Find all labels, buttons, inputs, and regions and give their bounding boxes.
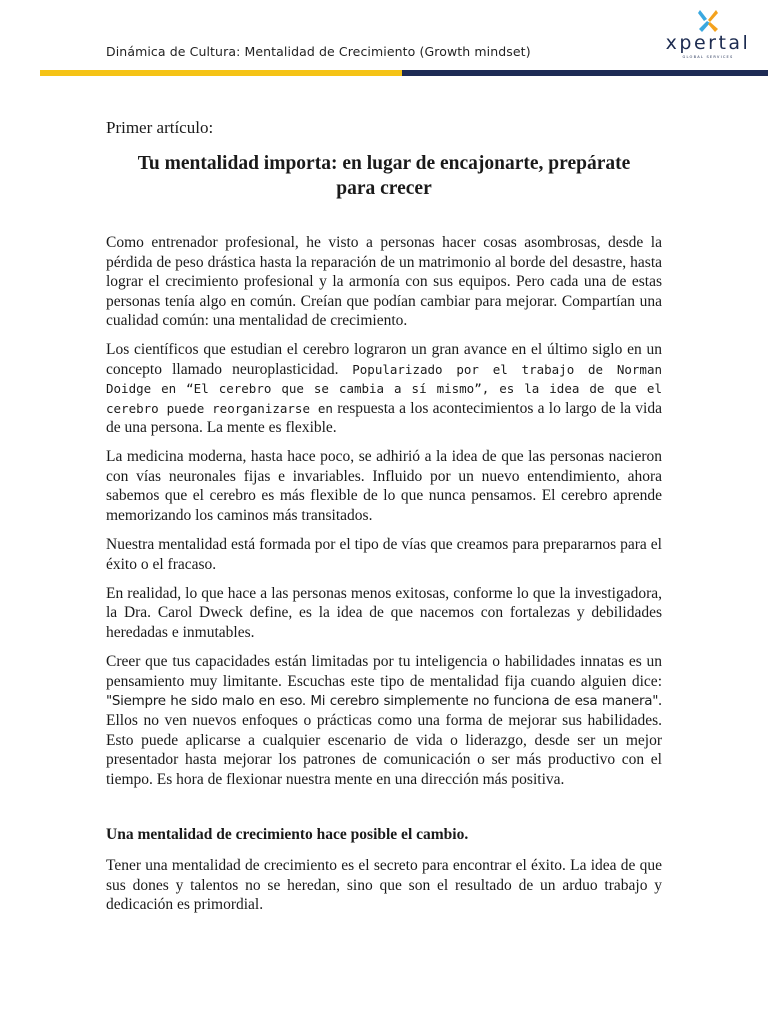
paragraph-7: Tener una mentalidad de crecimiento es el secreto para encontrar el éxito. La idea de que sus dones y talentos no se heredan, sino que son el resultado de un arduo trabajo y dedicación es primordial.: [106, 857, 662, 914]
paragraph-4: Nuestra mentalidad está formada por el tipo de vías que creamos para prepararnos para el éxito o el fracaso.: [106, 536, 662, 573]
section-heading: Una mentalidad de crecimiento hace posible el cambio.: [106, 825, 469, 843]
company-logo: [655, 8, 761, 66]
article-label: Primer artículo:: [106, 118, 214, 137]
paragraph-6-quote: "Siempre he sido malo en eso. Mi cerebro simplemente no funciona de esa manera": [106, 692, 659, 709]
article-body: [106, 118, 662, 925]
header-rule-navy: [402, 70, 768, 76]
paragraph-5: En realidad, lo que hace a las personas menos exitosas, conforme lo que la investigadora, la Dra. Carol Dweck define, es la idea de que nacemos con fortalezas y debilidades heredadas e inmutables.: [106, 584, 662, 641]
logo-wordmark: xpertal: [665, 32, 751, 54]
paragraph-6-part-a: Creer que tus capacidades están limitadas por tu inteligencia o habilidades innatas es un pensamiento muy limitante. Escuchas este tipo de mentalidad fija cuando alguien dice:: [106, 653, 662, 690]
paragraph-2-part-a: Los científicos que estudian el cerebro lograron un gran avance en el último siglo en un concepto llamado neuroplasticidad.: [106, 341, 662, 378]
paragraph-6-part-c: . Ellos no ven nuevos enfoques o prácticas como una forma de mejorar sus habilidades. Esto puede aplicarse a cualquier escenario de vida o liderazgo, desde ser un mejor presentador hasta mejorar los patrones de comunicación o ser más productivo con el tiempo. Es hora de flexionar nuestra mente en una dirección más positiva.: [106, 691, 662, 788]
paragraph-2-part-b: Popularizado por el trabajo de Norman Doidge en “El cerebro que se cambia a sí mismo”, es la idea de que el cerebro puede reorganizarse en: [106, 361, 663, 416]
paragraph-1: Como entrenador profesional, he visto a personas hacer cosas asombrosas, desde la pérdida de peso drástica hasta la reparación de un matrimonio al borde del desastre, hasta lograr el crecimiento profesional y la armonía con sus equipos. Pero cada una de estas personas tenía algo en común. Creían que podían cambiar para mejorar. Compartían una cualidad común: una mentalidad de crecimiento.: [106, 234, 662, 330]
article-title-line2: para crecer: [336, 178, 432, 200]
x-mark-icon: [698, 10, 718, 32]
article-title-line1: Tu mentalidad importa: en lugar de encajonarte, prepárate: [137, 153, 631, 175]
paragraph-2-part-c: respuesta a los acontecimientos a lo largo de la vida de una persona. La mente es flexible.: [106, 399, 662, 437]
header-rule: [40, 70, 768, 76]
logo-subtext: GLOBAL SERVICES: [682, 55, 734, 59]
paragraph-6: [106, 652, 662, 789]
header-rule-gold: [40, 70, 402, 76]
article-title: [106, 151, 662, 201]
document-header-title: Dinámica de Cultura: Mentalidad de Crecimiento (Growth mindset): [106, 44, 531, 59]
paragraph-3: La medicina moderna, hasta hace poco, se adhirió a la idea de que las personas nacieron con vías neuronales fijas e invariables. Influido por un nuevo entendimiento, ahora sabemos que el cerebro es más flexible de lo que nunca pensamos. El cerebro aprende memorizando los caminos más transitados.: [106, 448, 662, 524]
paragraph-2: [106, 340, 662, 437]
